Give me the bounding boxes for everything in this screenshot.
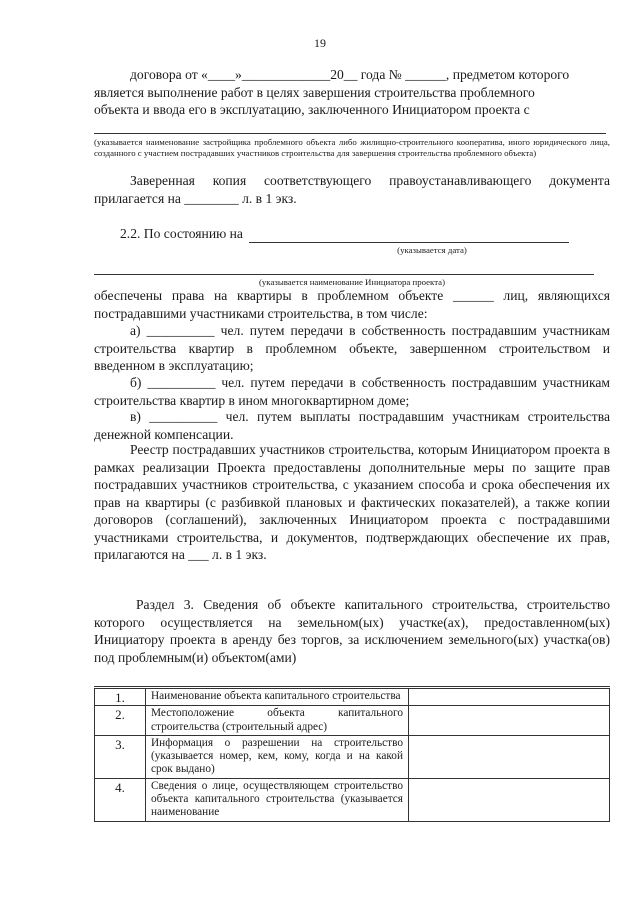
initiator-note: (указывается наименование Инициатора проекта) xyxy=(258,276,445,287)
row-value xyxy=(409,778,610,821)
row-number: 2. xyxy=(95,706,146,736)
row-name: Местоположение объекта капитального строительства (строительный адрес) xyxy=(146,706,409,736)
item-b: б) __________ чел. путем передачи в собственность пострадавшим участникам строительства квартир в ином многоквартирном доме; xyxy=(94,375,610,408)
row-number: 3. xyxy=(95,735,146,778)
registry-paragraph: Реестр пострадавших участников строительства, которым Инициатором проекта в рамках реализации Проекта предоставлены дополнительные меры по защите прав пострадавших участников строительства, с указанием способа и срока обеспечения их прав на квартиры (с разбивкой плановых и фактических показателей), а также копии договоров (соглашений), заключенных Инициатором проекта с пострадавшими участниками строительства, и документов, подтверждающих обеспечение их прав, прилагаются на ___ л. в 1 экз. xyxy=(94,442,610,562)
developer-note: (указывается наименование застройщика проблемного объекта либо жилищно-строительного кооператива, иного юридического лица, созданного с участием пострадавших участников строительства для завершения строительства проблемного объекта) xyxy=(94,137,610,158)
row-name: Информация о разрешении на строительство (указывается номер, кем, кому, когда и на какой срок выдано) xyxy=(146,735,409,778)
table-row xyxy=(95,778,610,821)
row-name: Наименование объекта капитального строительства xyxy=(146,688,409,706)
row-value xyxy=(409,735,610,778)
date-blank-line xyxy=(249,228,569,243)
row-value xyxy=(409,688,610,706)
certified-copy-paragraph: Заверенная копия соответствующего правоустанавливающего документа прилагается на ________ л. в 1 экз. xyxy=(94,173,610,206)
item-c: в) __________ чел. путем выплаты пострадавшим участникам строительства денежной компенсации. xyxy=(94,409,610,442)
contract-paragraph xyxy=(94,66,610,134)
row-value xyxy=(409,706,610,736)
row-number: 1. xyxy=(95,688,146,706)
table-row xyxy=(95,706,610,736)
item-a: а) __________ чел. путем передачи в собственность пострадавшим участникам строительства квартир в проблемном объекте, завершенном строительством и введенном в эксплуатацию; xyxy=(94,323,610,373)
object-info-table xyxy=(94,686,610,822)
page-number: 19 xyxy=(314,36,326,50)
initiator-blank-line xyxy=(94,260,594,275)
section-2-2-lead: 2.2. По состоянию на xyxy=(120,226,243,241)
row-name: Сведения о лице, осуществляющем строительство объекта капитального строительства (указывается наименование xyxy=(146,778,409,821)
developer-blank-line xyxy=(94,119,606,134)
row-number: 4. xyxy=(95,778,146,821)
table-row xyxy=(95,735,610,778)
rights-paragraph: обеспечены права на квартиры в проблемном объекте ______ лиц, являющихся пострадавшими участниками строительства, в том числе: xyxy=(94,288,610,321)
date-note: (указывается дата) xyxy=(397,244,467,255)
contract-line-1: договора от «____»_____________20__ года № ______, предметом которого xyxy=(130,67,570,82)
contract-line-3: объекта и ввода его в эксплуатацию, заключенного Инициатором проекта с xyxy=(94,102,530,117)
section-2-2 xyxy=(94,225,610,288)
section-3-heading: Раздел 3. Сведения об объекте капитального строительства, строительство которого осуществляется на земельном(ых) участке(ах), предоставленном(ых) Инициатору проекта в аренду без торгов, за исключением земельного(ых) участка(ов) под проблемным(и) объектом(ами) xyxy=(94,597,610,665)
table-row xyxy=(95,688,610,706)
contract-line-2: является выполнение работ в целях завершения строительства проблемного xyxy=(94,84,535,100)
